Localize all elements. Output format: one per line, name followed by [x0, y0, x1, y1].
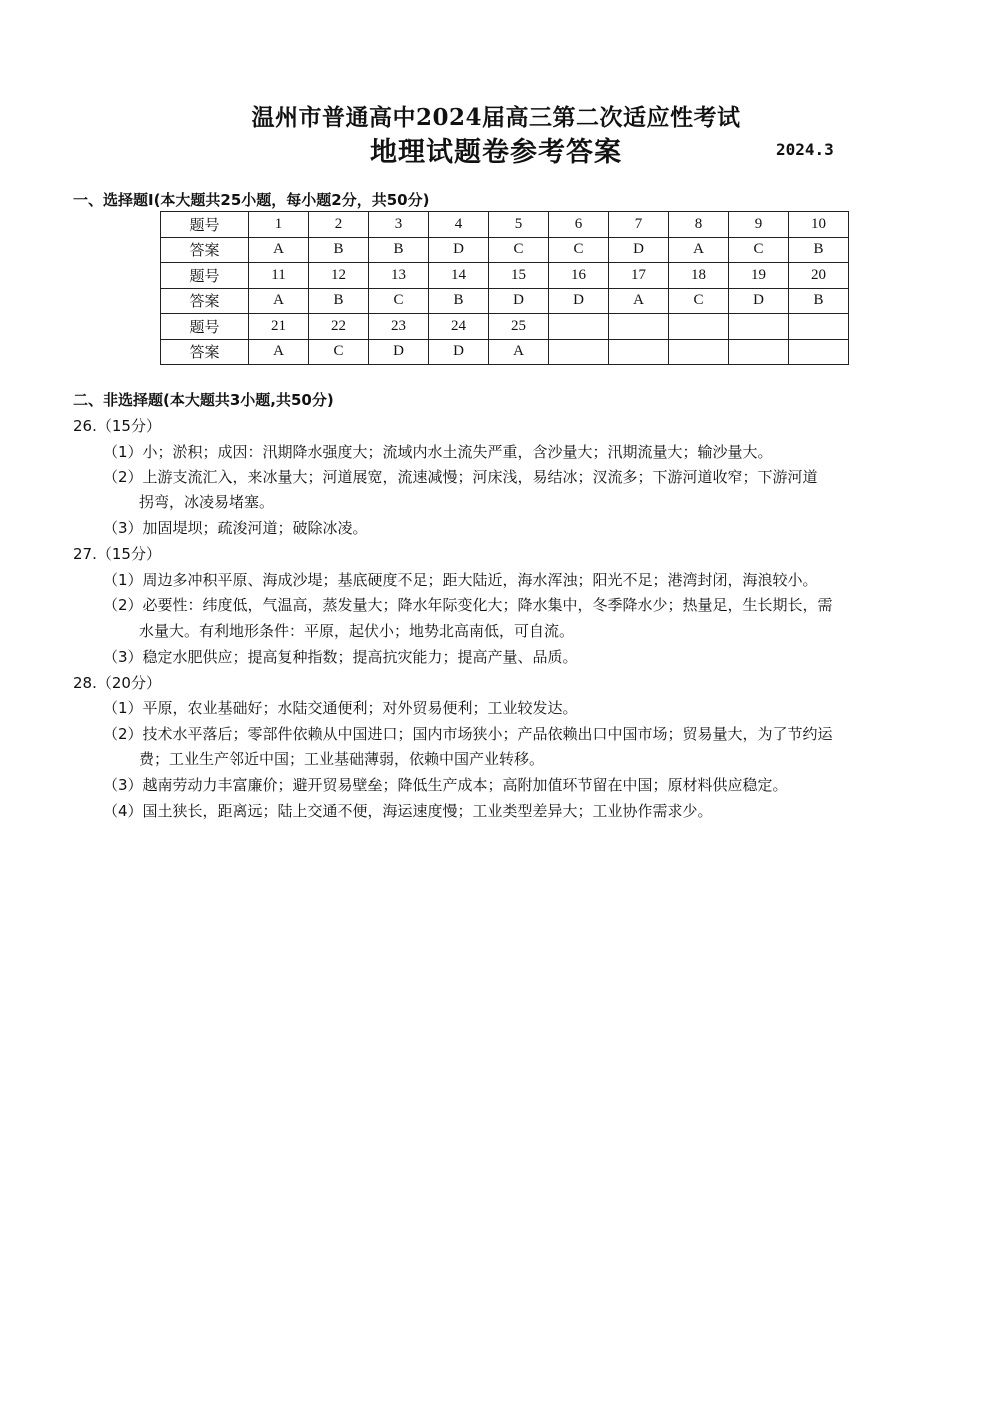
question-number-cell: 21: [249, 314, 309, 340]
answer-cell: B: [309, 237, 369, 263]
answer-cell: A: [489, 339, 549, 365]
section2-heading: 二、非选择题(本大题共3小题,共50分): [73, 391, 334, 409]
answer-cell: A: [249, 288, 309, 314]
row-label-answer: 答案: [161, 288, 249, 314]
q26-answer-2-continued: 拐弯，冰凌易堵塞。: [139, 493, 275, 511]
answer-cell: [549, 339, 609, 365]
q28-answer-2: （2）技术水平落后；零部件依赖从中国进口；国内市场狭小；产品依赖出口中国市场；贸易量大，为了节约运: [103, 725, 833, 743]
question-number-cell: 24: [429, 314, 489, 340]
question-number-cell: 5: [489, 212, 549, 238]
answer-cell: B: [789, 288, 849, 314]
answer-cell: [669, 339, 729, 365]
question-number-cell: 18: [669, 263, 729, 289]
answer-cell: B: [309, 288, 369, 314]
question-number-cell: 13: [369, 263, 429, 289]
answer-cell: C: [489, 237, 549, 263]
answer-cell: A: [249, 339, 309, 365]
question-27-heading: 27.（15分）: [73, 545, 161, 563]
answer-cell: A: [249, 237, 309, 263]
answer-cell: D: [729, 288, 789, 314]
q28-answer-3: （3）越南劳动力丰富廉价；避开贸易壁垒；降低生产成本；高附加值环节留在中国；原材料供应稳定。: [103, 776, 788, 794]
answer-cell: C: [309, 339, 369, 365]
question-number-cell: 7: [609, 212, 669, 238]
question-number-cell: [669, 314, 729, 340]
table-row: [161, 212, 849, 238]
answer-cell: C: [669, 288, 729, 314]
answer-cell: [789, 339, 849, 365]
q28-answer-4: （4）国土狭长，距离远；陆上交通不便，海运速度慢；工业类型差异大；工业协作需求少。: [103, 802, 713, 820]
row-label-question-number: 题号: [161, 314, 249, 340]
question-number-cell: 6: [549, 212, 609, 238]
question-number-cell: 16: [549, 263, 609, 289]
table-row: [161, 288, 849, 314]
question-number-cell: 19: [729, 263, 789, 289]
answer-cell: C: [549, 237, 609, 263]
q28-answer-2-continued: 费；工业生产邻近中国；工业基础薄弱，依赖中国产业转移。: [139, 750, 545, 768]
section1-heading: 一、选择题Ⅰ(本大题共25小题，每小题2分，共50分): [73, 191, 430, 209]
answer-cell: C: [369, 288, 429, 314]
answer-cell: B: [789, 237, 849, 263]
question-number-cell: 8: [669, 212, 729, 238]
answer-cell: B: [429, 288, 489, 314]
question-number-cell: 4: [429, 212, 489, 238]
answer-key-title: 地理试题卷参考答案: [370, 137, 622, 168]
q26-answer-3: （3）加固堤坝；疏浚河道；破除冰凌。: [103, 519, 368, 537]
question-28-heading: 28.（20分）: [73, 674, 161, 692]
answer-cell: [729, 339, 789, 365]
answer-cell: [609, 339, 669, 365]
q26-answer-1: （1）小；淤积；成因：汛期降水强度大；流域内水土流失严重，含沙量大；汛期流量大；输沙量大。: [103, 443, 773, 461]
question-number-cell: 15: [489, 263, 549, 289]
question-number-cell: 22: [309, 314, 369, 340]
question-26-heading: 26.（15分）: [73, 417, 161, 435]
q27-answer-2-continued: 水量大。有利地形条件：平原，起伏小；地势北高南低，可自流。: [139, 622, 575, 640]
answer-cell: A: [669, 237, 729, 263]
row-label-question-number: 题号: [161, 263, 249, 289]
answer-cell: D: [489, 288, 549, 314]
question-number-cell: 20: [789, 263, 849, 289]
question-number-cell: 17: [609, 263, 669, 289]
question-number-cell: 1: [249, 212, 309, 238]
question-number-cell: [609, 314, 669, 340]
row-label-answer: 答案: [161, 339, 249, 365]
question-number-cell: 23: [369, 314, 429, 340]
question-number-cell: 25: [489, 314, 549, 340]
question-number-cell: [549, 314, 609, 340]
question-number-cell: 2: [309, 212, 369, 238]
question-number-cell: 14: [429, 263, 489, 289]
choice-answer-table: [160, 211, 849, 365]
answer-cell: C: [729, 237, 789, 263]
answer-cell: D: [369, 339, 429, 365]
q27-answer-1: （1）周边多冲积平原、海成沙堤；基底硬度不足；距大陆近，海水浑浊；阳光不足；港湾封闭，海浪较小。: [103, 571, 818, 589]
question-number-cell: 11: [249, 263, 309, 289]
q26-answer-2: （2）上游支流汇入，来冰量大；河道展宽，流速减慢；河床浅，易结冰；汊流多；下游河道收窄；下游河道: [103, 468, 818, 486]
question-number-cell: [729, 314, 789, 340]
table-row: [161, 339, 849, 365]
question-number-cell: [789, 314, 849, 340]
answer-cell: D: [549, 288, 609, 314]
q27-answer-3: （3）稳定水肥供应；提高复种指数；提高抗灾能力；提高产量、品质。: [103, 648, 578, 666]
answer-cell: D: [429, 339, 489, 365]
exam-title: 温州市普通高中2024届高三第二次适应性考试: [251, 104, 741, 131]
table-row: [161, 314, 849, 340]
answer-cell: D: [429, 237, 489, 263]
question-number-cell: 9: [729, 212, 789, 238]
row-label-answer: 答案: [161, 237, 249, 263]
row-label-question-number: 题号: [161, 212, 249, 238]
answer-cell: D: [609, 237, 669, 263]
question-number-cell: 12: [309, 263, 369, 289]
question-number-cell: 10: [789, 212, 849, 238]
question-number-cell: 3: [369, 212, 429, 238]
table-row: [161, 263, 849, 289]
q27-answer-2: （2）必要性：纬度低，气温高，蒸发量大；降水年际变化大；降水集中，冬季降水少；热量足，生长期长，需: [103, 596, 833, 614]
answer-cell: B: [369, 237, 429, 263]
exam-date: 2024.3: [776, 140, 834, 159]
answer-cell: A: [609, 288, 669, 314]
q28-answer-1: （1）平原，农业基础好；水陆交通便利；对外贸易便利；工业较发达。: [103, 699, 578, 717]
table-row: [161, 237, 849, 263]
